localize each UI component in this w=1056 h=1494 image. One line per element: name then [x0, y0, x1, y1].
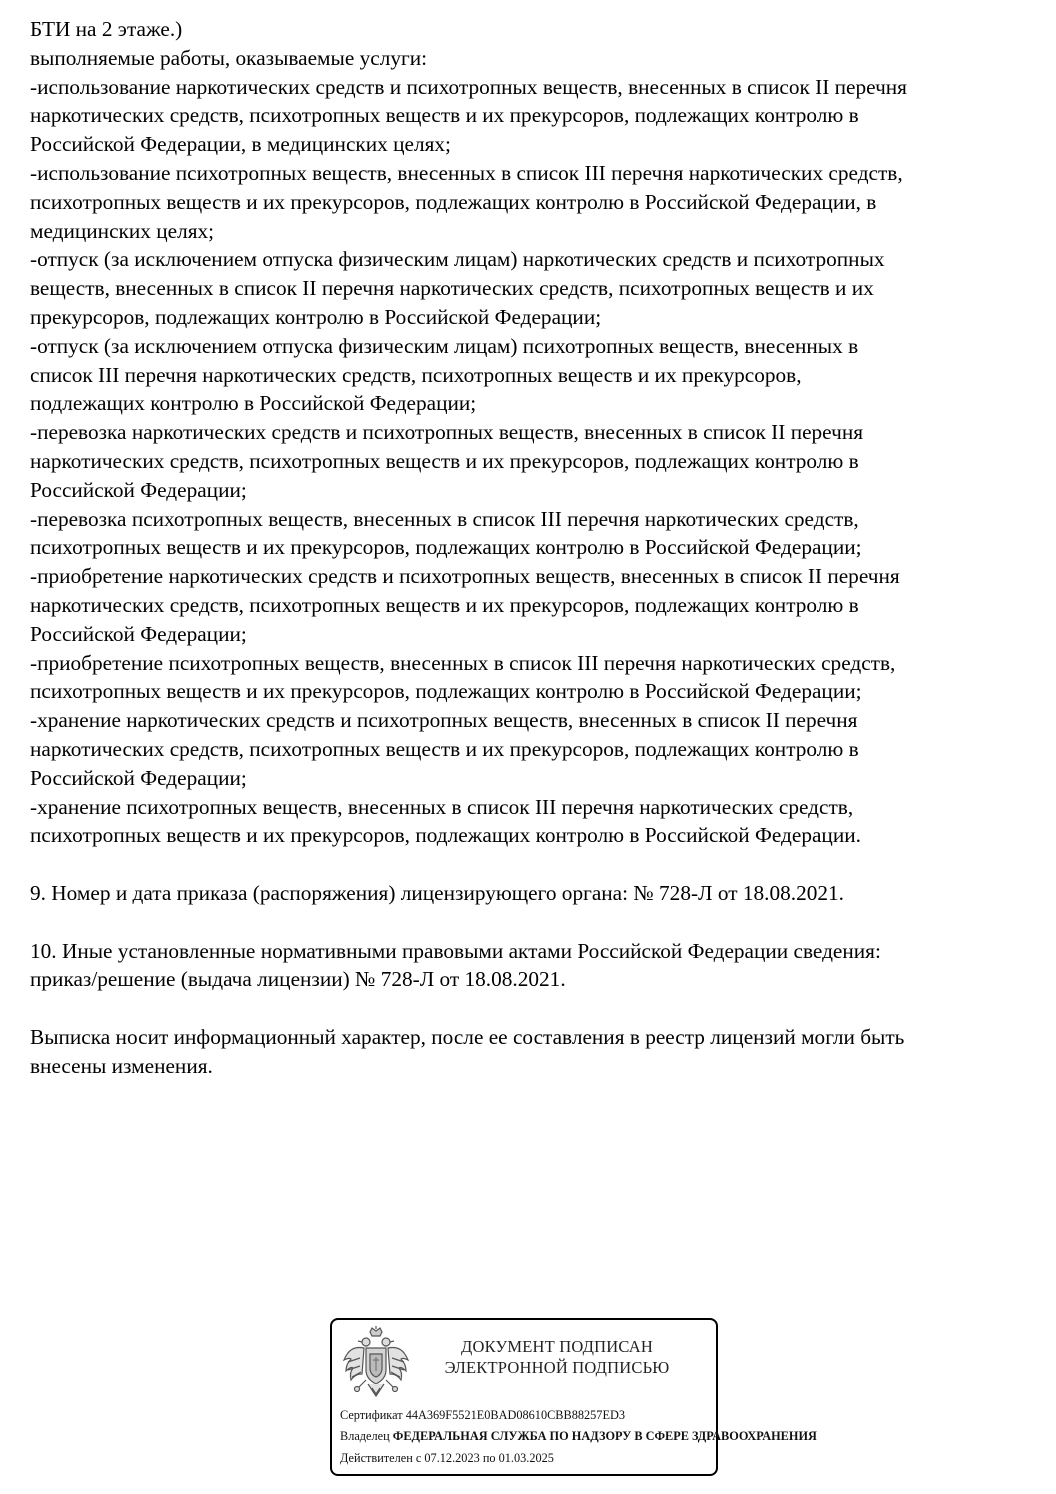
- stamp-title-line: ДОКУМЕНТ ПОДПИСАН: [461, 1337, 653, 1356]
- text-line: Российской Федерации, в медицинских целях;: [30, 132, 451, 157]
- text-line: веществ, внесенных в список II перечня наркотических средств, психотропных веществ и их: [30, 276, 874, 301]
- text-line: БТИ на 2 этаже.): [30, 17, 183, 41]
- text-line: -хранение психотропных веществ, внесенных в список III перечня наркотических средств,: [30, 794, 854, 819]
- other-info-item: [30, 937, 1030, 995]
- disclaimer-note: [30, 1023, 1030, 1081]
- certificate-label: Сертификат: [340, 1408, 403, 1422]
- text-line: -хранение наркотических средств и психотропных веществ, внесенных в список II перечня: [30, 708, 858, 733]
- text-line: прекурсоров, подлежащих контролю в Российской Федерации;: [30, 304, 602, 329]
- text-line: психотропных веществ и их прекурсоров, подлежащих контролю в Российской Федерации;: [30, 535, 862, 560]
- text-line: медицинских целях;: [30, 218, 215, 243]
- text-line: Российской Федерации;: [30, 621, 247, 646]
- text-line: наркотических средств, психотропных веществ и их прекурсоров, подлежащих контролю в: [30, 448, 859, 473]
- text-line: наркотических средств, психотропных веществ и их прекурсоров, подлежащих контролю в: [30, 103, 859, 128]
- text-line: подлежащих контролю в Российской Федерации;: [30, 391, 477, 416]
- text-line: внесены изменения.: [30, 1053, 213, 1078]
- coat-of-arms-icon: [342, 1326, 410, 1402]
- owner-line: [340, 1429, 817, 1444]
- text-line: Российской Федерации;: [30, 477, 247, 502]
- document-body: [30, 15, 1030, 1080]
- order-number-item: 9. Номер и дата приказа (распоряжения) лицензирующего органа: № 728-Л от 18.08.2021.: [30, 880, 844, 905]
- text-line: -приобретение наркотических средств и психотропных веществ, внесенных в список II перечня: [30, 564, 900, 589]
- electronic-signature-stamp: [330, 1318, 817, 1476]
- paragraph-gap: [30, 850, 1030, 879]
- text-line: -перевозка наркотических средств и психотропных веществ, внесенных в список II перечня: [30, 420, 864, 445]
- text-line: -отпуск (за исключением отпуска физическим лицам) психотропных веществ, внесенных в: [30, 333, 859, 358]
- certificate-value: 44A369F5521E0BAD08610CBB88257ED3: [405, 1408, 625, 1422]
- text-line: Выписка носит информационный характер, после ее составления в реестр лицензий могли быть: [30, 1024, 905, 1049]
- text-line: Российской Федерации;: [30, 765, 247, 790]
- text-line: психотропных веществ и их прекурсоров, подлежащих контролю в Российской Федерации, в: [30, 189, 877, 214]
- text-line: 10. Иные установленные нормативными правовыми актами Российской Федерации сведения:: [30, 938, 881, 963]
- text-line: -перевозка психотропных веществ, внесенных в список III перечня наркотических средств,: [30, 506, 859, 531]
- text-line: приказ/решение (выдача лицензии) № 728-Л от 18.08.2021.: [30, 967, 566, 992]
- text-line: список III перечня наркотических средств, психотропных веществ и их прекурсоров,: [30, 362, 802, 387]
- text-line: -использование наркотических средств и психотропных веществ, внесенных в список II перечня: [30, 74, 907, 99]
- text-line: -использование психотропных веществ, внесенных в список III перечня наркотических средств,: [30, 160, 903, 185]
- text-line: психотропных веществ и их прекурсоров, подлежащих контролю в Российской Федерации;: [30, 679, 862, 704]
- stamp-title-line: ЭЛЕКТРОННОЙ ПОДПИСЬЮ: [444, 1358, 670, 1377]
- paragraph-gap: [30, 994, 1030, 1023]
- text-line: наркотических средств, психотропных веществ и их прекурсоров, подлежащих контролю в: [30, 736, 859, 761]
- owner-label: Владелец: [340, 1429, 390, 1443]
- services-list: [30, 15, 1030, 850]
- stamp-title: [422, 1336, 692, 1378]
- text-line: психотропных веществ и их прекурсоров, подлежащих контролю в Российской Федерации.: [30, 823, 861, 848]
- certificate-line: [340, 1408, 625, 1423]
- paragraph-gap: [30, 908, 1030, 937]
- text-line: -приобретение психотропных веществ, внесенных в список III перечня наркотических средств,: [30, 650, 896, 675]
- text-line: выполняемые работы, оказываемые услуги:: [30, 45, 428, 70]
- validity-line: Действителен с 07.12.2023 по 01.03.2025: [340, 1451, 554, 1465]
- owner-value: ФЕДЕРАЛЬНАЯ СЛУЖБА ПО НАДЗОРУ В СФЕРЕ ЗДРАВООХРАНЕНИЯ: [392, 1429, 817, 1443]
- text-line: -отпуск (за исключением отпуска физическим лицам) наркотических средств и психотропных: [30, 247, 885, 272]
- text-line: наркотических средств, психотропных веществ и их прекурсоров, подлежащих контролю в: [30, 592, 859, 617]
